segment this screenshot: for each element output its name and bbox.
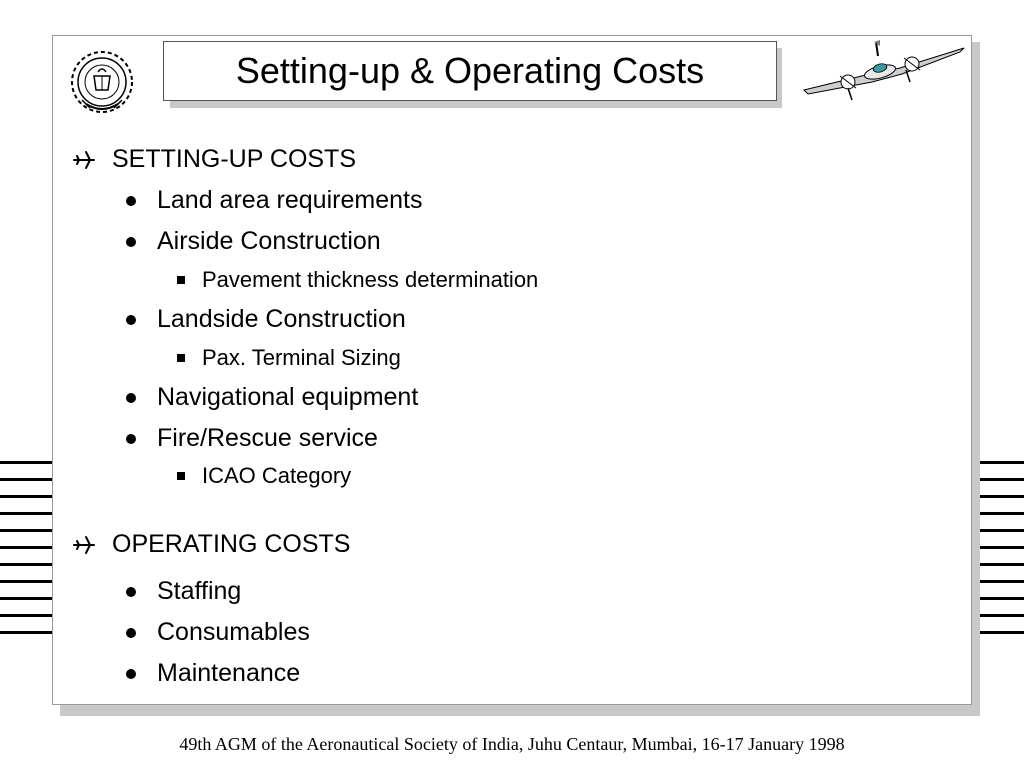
dot-bullet-icon [126,393,136,403]
airplane-icon [72,149,98,171]
list-item: Landside Construction [126,305,406,334]
dot-bullet-icon [126,434,136,444]
list-item: Fire/Rescue service [126,424,378,453]
sub-list-item: Pavement thickness determination [177,267,538,293]
dot-bullet-icon [126,237,136,247]
square-bullet-icon [177,276,185,284]
dot-bullet-icon [126,628,136,638]
section-heading-operating: OPERATING COSTS [72,530,350,559]
institute-logo-icon [64,42,140,122]
list-item: Staffing [126,577,241,606]
list-item: Consumables [126,618,310,647]
right-stripes-decoration [974,461,1024,637]
section-heading-setting-up: SETTING-UP COSTS [72,145,356,174]
dot-bullet-icon [126,196,136,206]
list-item: Maintenance [126,659,300,688]
sub-list-item: ICAO Category [177,463,351,489]
list-item: Land area requirements [126,186,422,215]
title-box [163,41,777,101]
footer-caption: 49th AGM of the Aeronautical Society of India, Juhu Centaur, Mumbai, 16-17 January 1998 [179,734,845,754]
airplane-illustration-icon [800,38,968,104]
square-bullet-icon [177,472,185,480]
square-bullet-icon [177,354,185,362]
sub-list-item: Pax. Terminal Sizing [177,345,401,371]
airplane-icon [72,534,98,556]
dot-bullet-icon [126,587,136,597]
dot-bullet-icon [126,315,136,325]
dot-bullet-icon [126,669,136,679]
slide-title: Setting-up & Operating Costs [235,50,705,91]
list-item: Airside Construction [126,227,381,256]
left-stripes-decoration [0,461,52,637]
list-item: Navigational equipment [126,383,418,412]
